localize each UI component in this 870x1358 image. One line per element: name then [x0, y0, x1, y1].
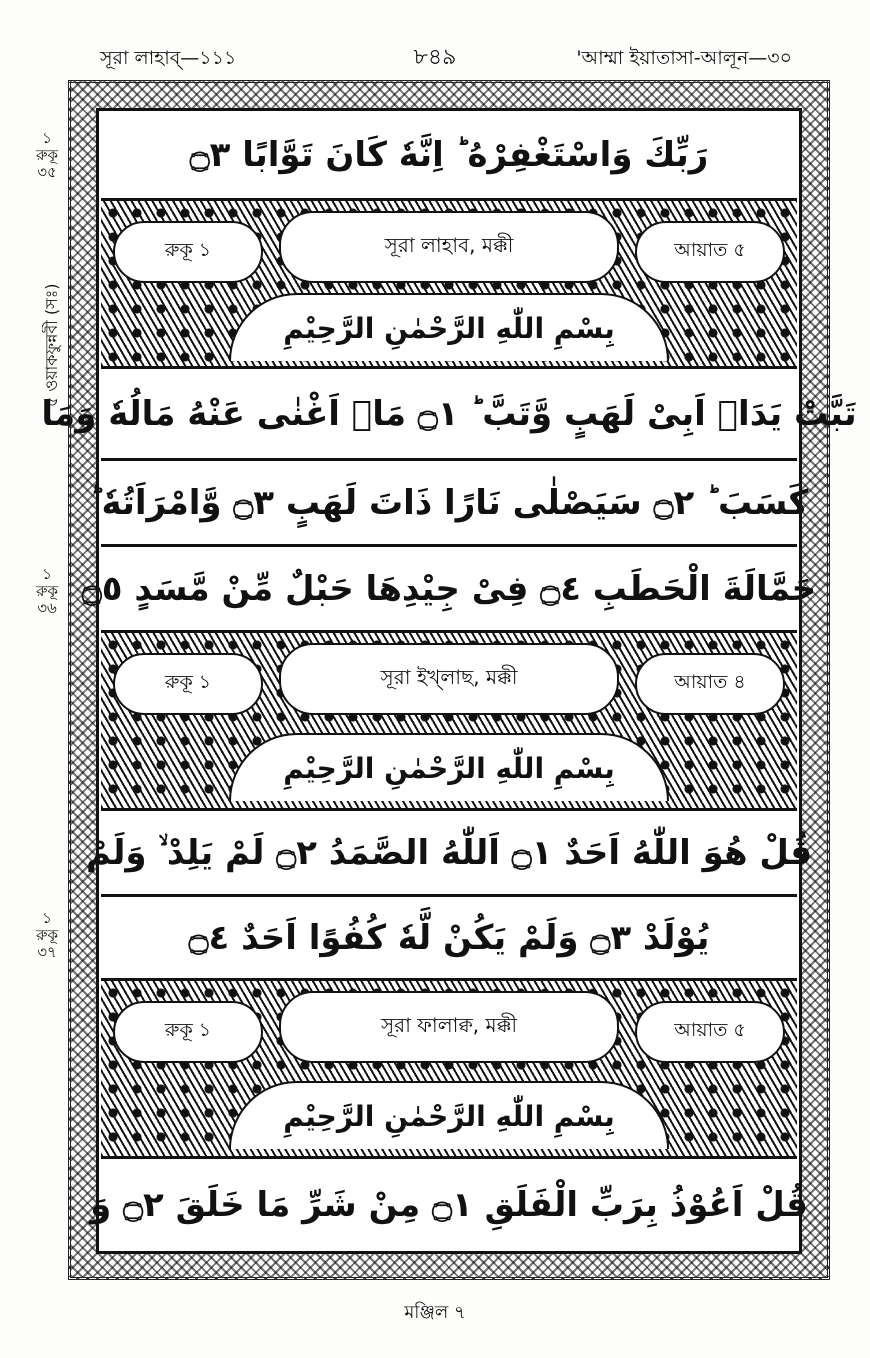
verse-line-lahab-3: حَمَّالَةَ الْحَطَبِ ۝٤ فِىْ جِيْدِهَا حَبْلٌ مِّنْ مَّسَدٍ ۝٥ — [101, 547, 797, 633]
ruku-label: রুকূ ১ — [113, 653, 263, 715]
ruku-marker-top: ১ — [42, 909, 52, 927]
ruku-marker-35 — [22, 130, 72, 181]
waqf-note: ৫ ওয়াকফুন্নবী (সঃ) — [42, 283, 61, 407]
ruku-marker-label: রুকূ — [35, 146, 58, 164]
verse-line-falaq-1: قُلْ اَعُوْذُ بِرَبِّ الْفَلَقِ ۝١ مِنْ شَرِّ مَا خَلَقَ ۝٢ وَ — [101, 1159, 797, 1249]
surah-header-lahab — [101, 201, 797, 369]
surah-title: সূরা ইখ্‌লাছ, মক্কী — [279, 643, 619, 715]
bismillah: بِسْمِ اللّٰهِ الرَّحْمٰنِ الرَّحِيْمِ — [229, 733, 669, 801]
ruku-marker-top: ১ — [42, 129, 52, 147]
verse-line-ikhlas-1: قُلْ هُوَ اللّٰهُ اَحَدٌ ۝١ اَللّٰهُ الصَّمَدُ ۝٢ لَمْ يَلِدْ ۙ وَلَمْ — [101, 811, 797, 897]
bismillah: بِسْمِ اللّٰهِ الرَّحْمٰنِ الرَّحِيْمِ — [229, 293, 669, 361]
manzil-footer: মঞ্জিল ৭ — [404, 1302, 466, 1323]
ayat-count: আয়াত ৫ — [635, 221, 785, 283]
surah-title: সূরা ফালাক্ব, মক্কী — [279, 991, 619, 1063]
ruku-marker-count: ৩৭ — [37, 943, 57, 961]
verse-line-ikhlas-2: يُوْلَدْ ۝٣ وَلَمْ يَكُنْ لَّهٗ كُفُوًا اَحَدٌ ۝٤ — [101, 897, 797, 981]
ruku-label: রুকূ ১ — [113, 1001, 263, 1063]
surah-header-ikhlas — [101, 633, 797, 811]
verse-line-lahab-1: تَبَّتْ يَدَاۤ اَبِىْ لَهَبٍ وَّتَبَّ ؕ ۝١ مَاۤ اَغْنٰى عَنْهُ مَالُهٗ وَمَا — [101, 369, 797, 461]
surah-header-falaq — [101, 981, 797, 1159]
ruku-marker-label: রুকূ — [35, 926, 58, 944]
ruku-marker-label: রুকূ — [35, 582, 58, 600]
page-number: ৮৪৯ — [413, 45, 457, 70]
ruku-marker-37 — [22, 910, 72, 961]
ruku-label: রুকূ ১ — [113, 221, 263, 283]
running-header-left: সূরা লাহাব্—১১১ — [100, 47, 237, 69]
verse-line-lahab-2: كَسَبَ ؕ ۝٢ سَيَصْلٰى نَارًا ذَاتَ لَهَبٍ ۝٣ وَّامْرَاَتُهٗ ؕ — [101, 461, 797, 547]
ruku-marker-top: ১ — [42, 565, 52, 583]
ruku-marker-36 — [22, 566, 72, 617]
running-header-right: 'আম্মা ইয়াতাসা-আলূন—৩০ — [576, 47, 792, 69]
ayat-count: আয়াত ৪ — [635, 653, 785, 715]
verse-line-nasr-3: رَبِّكَ وَاسْتَغْفِرْهُ ؕ اِنَّهٗ كَانَ تَوَّابًا ۝٣ — [101, 111, 797, 201]
ruku-marker-count: ৩৫ — [37, 163, 57, 181]
ruku-marker-count: ৩৬ — [37, 599, 57, 617]
surah-title: সূরা লাহাব, মক্কী — [279, 211, 619, 283]
ayat-count: আয়াত ৫ — [635, 1001, 785, 1063]
bismillah: بِسْمِ اللّٰهِ الرَّحْمٰنِ الرَّحِيْمِ — [229, 1081, 669, 1149]
